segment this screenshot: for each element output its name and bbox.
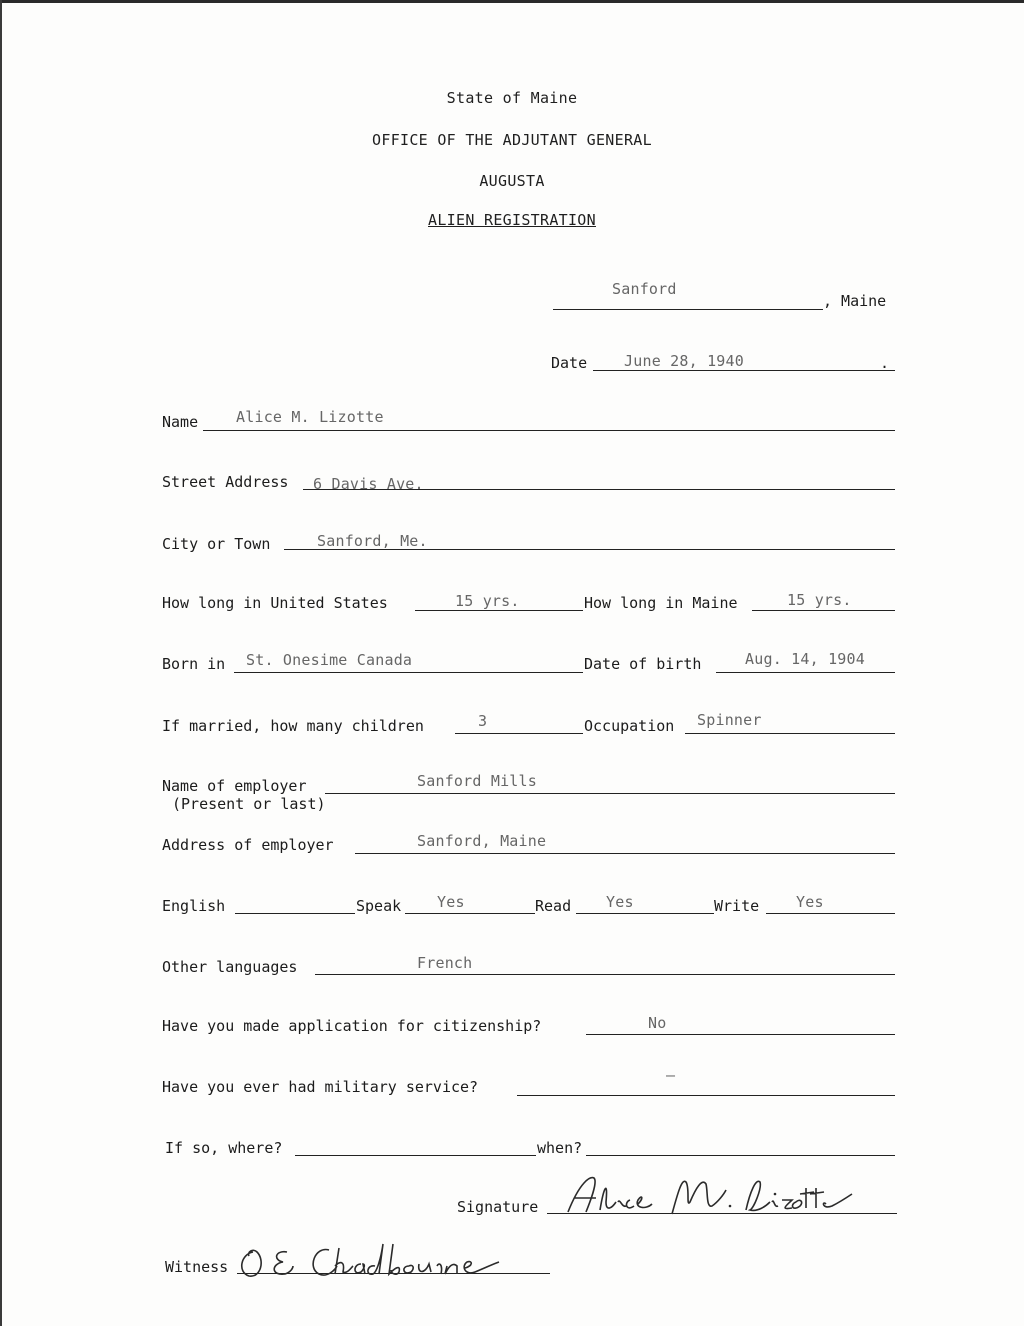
children-label: If married, how many children <box>162 717 424 735</box>
employer-value: Sanford Mills <box>417 772 537 790</box>
city-value: Sanford, Me. <box>317 532 428 550</box>
street-label: Street Address <box>162 473 289 491</box>
occupation-value: Spinner <box>697 711 762 729</box>
where-label: If so, where? <box>165 1139 283 1157</box>
us-years-value: 15 yrs. <box>455 592 520 610</box>
occupation-label: Occupation <box>584 717 675 735</box>
birth-date-label: Date of birth <box>584 655 702 673</box>
signature-handwriting <box>560 1172 860 1222</box>
employer-address-value: Sanford, Maine <box>417 832 547 850</box>
where-line <box>295 1155 536 1156</box>
read-line <box>576 913 714 914</box>
witness-label: Witness <box>165 1258 229 1276</box>
state-suffix: , Maine <box>823 292 887 310</box>
citizenship-label: Have you made application for citizenship? <box>162 1017 542 1035</box>
when-line <box>586 1155 895 1156</box>
name-line <box>203 430 895 431</box>
employer-line <box>325 793 895 794</box>
header-city: AUGUSTA <box>479 172 545 190</box>
speak-line <box>405 913 535 914</box>
date-label: Date <box>551 354 588 372</box>
scan-edge-top <box>0 0 1024 3</box>
other-languages-value: French <box>417 954 473 972</box>
other-languages-label: Other languages <box>162 958 298 976</box>
date-value: June 28, 1940 <box>624 352 744 370</box>
name-value: Alice M. Lizotte <box>236 408 384 426</box>
witness-handwriting <box>235 1238 535 1284</box>
occupation-line <box>685 733 895 734</box>
birth-date-line <box>716 672 895 673</box>
name-label: Name <box>162 413 199 431</box>
date-end-period: . <box>880 354 890 372</box>
us-years-line <box>415 610 583 611</box>
children-value: 3 <box>478 712 488 730</box>
other-languages-line <box>315 974 895 975</box>
employer-address-label: Address of employer <box>162 836 334 854</box>
date-line <box>593 370 895 371</box>
write-line <box>766 913 895 914</box>
city-label: City or Town <box>162 535 271 553</box>
born-value: St. Onesime Canada <box>246 651 413 669</box>
write-label: Write <box>714 897 760 915</box>
citizenship-value: No <box>648 1014 667 1032</box>
write-value: Yes <box>796 893 824 911</box>
town-line <box>553 309 823 310</box>
english-line <box>235 913 355 914</box>
citizenship-line <box>586 1034 895 1035</box>
english-label: English <box>162 897 226 915</box>
town-value: Sanford <box>612 280 677 298</box>
employer-sublabel: (Present or last) <box>172 795 326 813</box>
us-years-label: How long in United States <box>162 594 388 612</box>
scan-edge-left <box>0 0 2 1326</box>
birth-date-value: Aug. 14, 1904 <box>745 650 865 668</box>
maine-years-value: 15 yrs. <box>787 591 852 609</box>
born-line <box>234 672 583 673</box>
maine-years-label: How long in Maine <box>584 594 738 612</box>
military-value: — <box>666 1066 676 1084</box>
signature-label: Signature <box>457 1198 539 1216</box>
military-label: Have you ever had military service? <box>162 1078 479 1096</box>
form-title: ALIEN REGISTRATION <box>428 211 596 229</box>
born-label: Born in <box>162 655 226 673</box>
maine-years-line <box>752 610 895 611</box>
street-line <box>303 489 895 490</box>
read-value: Yes <box>606 893 634 911</box>
when-label: when? <box>537 1139 583 1157</box>
read-label: Read <box>535 897 572 915</box>
speak-value: Yes <box>437 893 465 911</box>
employer-address-line <box>355 853 895 854</box>
street-value: 6 Davis Ave. <box>313 475 424 493</box>
city-line <box>284 549 895 550</box>
speak-label: Speak <box>356 897 402 915</box>
children-line <box>455 733 583 734</box>
header-office: OFFICE OF THE ADJUTANT GENERAL <box>372 131 652 149</box>
employer-label: Name of employer <box>162 777 307 795</box>
header-state: State of Maine <box>446 89 578 107</box>
military-line <box>517 1095 895 1096</box>
